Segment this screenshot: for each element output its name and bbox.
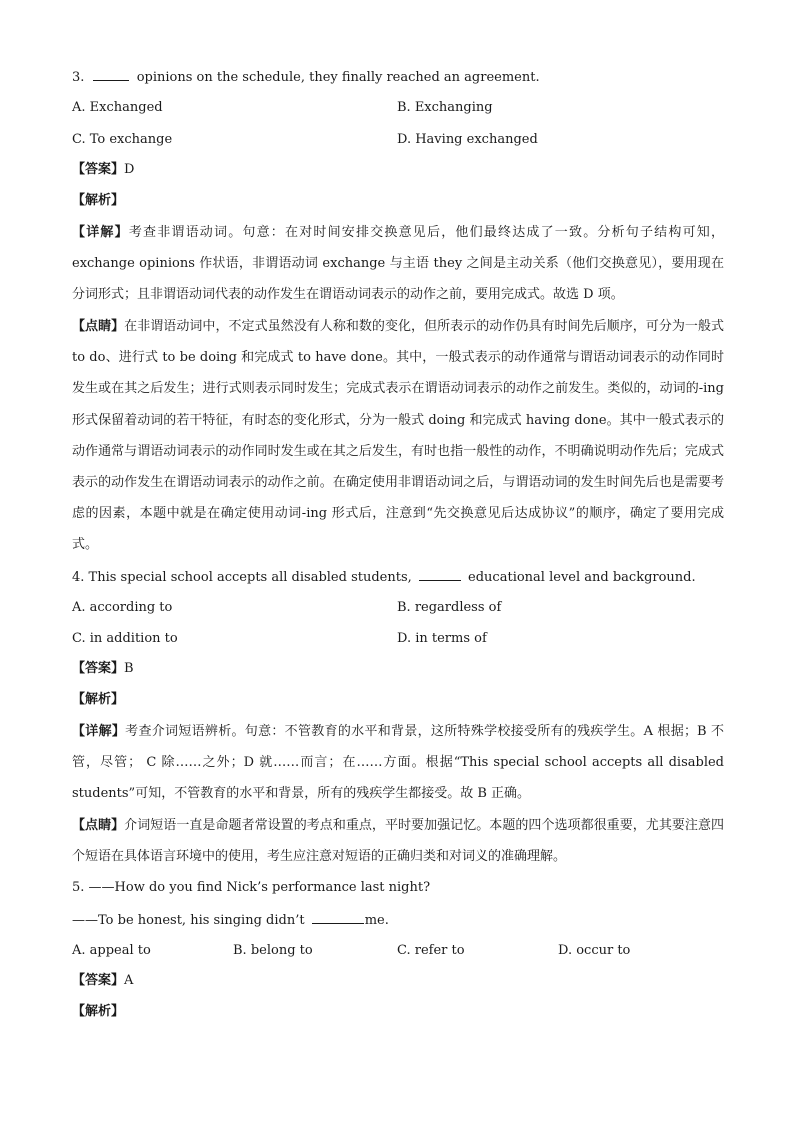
q5-option-c: C. refer to	[397, 943, 465, 958]
q4-answer	[72, 660, 724, 678]
q4-option-c: C. in addition to	[72, 631, 178, 646]
q5-analysis-label: 【解析】	[72, 1004, 125, 1019]
q3-tips	[72, 311, 724, 561]
q5-answer-tag: 【答案】	[72, 973, 125, 988]
q3-tips-tag: 【点睛】	[72, 319, 125, 334]
q4-tips-tag: 【点睛】	[72, 818, 125, 833]
q5-answer	[72, 972, 724, 990]
q4-option-d: D. in terms of	[397, 631, 487, 646]
q5-stem	[72, 879, 724, 897]
q5-analysis-tag	[72, 1003, 724, 1021]
q4-tips	[72, 810, 724, 872]
q4-analysis-tag	[72, 691, 724, 709]
q4-stem-before: This special school accepts all disabled students,	[88, 570, 412, 585]
q5-option-a: A. appeal to	[72, 943, 151, 958]
q3-analysis-tag	[72, 192, 724, 210]
q3-answer-tag: 【答案】	[72, 162, 125, 177]
q3-option-b: B. Exchanging	[397, 100, 493, 115]
q3-detail	[72, 217, 724, 311]
q4-analysis-label: 【解析】	[72, 692, 125, 707]
q4-option-a: A. according to	[72, 600, 173, 615]
q3-detail-tag: 【详解】	[72, 225, 129, 240]
q4-detail-tag: 【详解】	[72, 724, 126, 739]
q3-answer-value: D	[124, 162, 135, 177]
q3-analysis-label: 【解析】	[72, 193, 125, 208]
q5-blank	[312, 910, 364, 924]
q3-number: 3.	[72, 70, 85, 85]
q5-number: 5.	[72, 880, 85, 895]
q3-option-a: A. Exchanged	[72, 100, 163, 115]
q3-detail-text: 考查非谓语动词。句意：在对时间安排交换意见后，他们最终达成了一致。分析句子结构可知，exchange opinions 作状语，非谓语动词 exchange 与主语 they 之间是主动关系（他们交换意见），要用现在分词形式；且非谓语动词代表的动作发生在谓语动词表示的动作之前，要用完成式。故选 D 项。	[72, 225, 724, 303]
q3-stem	[72, 67, 724, 87]
q5-answer-value: A	[124, 973, 134, 988]
q3-tips-text: 在非谓语动词中，不定式虽然没有人称和数的变化，但所表示的动作仍具有时间先后顺序，可分为一般式 to do、进行式 to be doing 和完成式 to have done。其中，一般式表示的动作通常与谓语动词表示的动作同时发生或在其之后发生；进行式则表示同时发生；完成式表示在谓语动词表示的动作之前发生。类似的，动词的-ing 形式保留着动词的若干特征，有时态的变化形式，分为一般式 doing 和完成式 having done。其中一般式表示的动作通常与谓语动词表示的动作同时发生或在其之后发生，有时也指一般性的动作，不明确说明动作先后；完成式表示的动作发生在谓语动词表示的动作之前。在确定使用非谓语动词之后，与谓语动词的发生时间先后也是需要考虑的因素，本题中就是在确定使用动词-ing 形式后，注意到“先交换意见后达成协议”的顺序，确定了要用完成式。	[72, 319, 724, 553]
q5-line1: ——How do you find Nick’s performance last night?	[88, 880, 431, 895]
q5-option-d: D. occur to	[558, 943, 631, 958]
q5-option-b: B. belong to	[233, 943, 313, 958]
q5-line2-before: ——To be honest, his singing didn’t	[72, 913, 305, 928]
q3-option-d: D. Having exchanged	[397, 132, 538, 147]
q4-option-b: B. regardless of	[397, 600, 502, 615]
q4-detail-text: 考查介词短语辨析。句意：不管教育的水平和背景，这所特殊学校接受所有的残疾学生。A 根据；B 不管，尽管； C 除……之外；D 就……而言；在……方面。根据“This special school accepts all disabled students”可知，不管教育的水平和背景，所有的残疾学生都接受。故 B 正确。	[72, 724, 724, 802]
q4-stem-after: educational level and background.	[468, 570, 696, 585]
q4-number: 4.	[72, 570, 85, 585]
q4-detail	[72, 716, 724, 810]
q3-option-c: C. To exchange	[72, 132, 173, 147]
q4-blank	[419, 567, 461, 581]
q4-tips-text: 介词短语一直是命题者常设置的考点和重点，平时要加强记忆。本题的四个选项都很重要，尤其要注意四个短语在具体语言环境中的使用，考生应注意对短语的正确归类和对词义的准确理解。	[72, 818, 724, 865]
q3-stem-text: opinions on the schedule, they finally reached an agreement.	[136, 70, 540, 85]
q3-blank	[93, 67, 129, 81]
q4-answer-value: B	[124, 661, 134, 676]
q5-reply	[72, 910, 724, 930]
q5-line2-after: me.	[364, 913, 389, 928]
q3-answer	[72, 161, 724, 179]
q4-answer-tag: 【答案】	[72, 661, 125, 676]
q4-stem	[72, 567, 724, 587]
